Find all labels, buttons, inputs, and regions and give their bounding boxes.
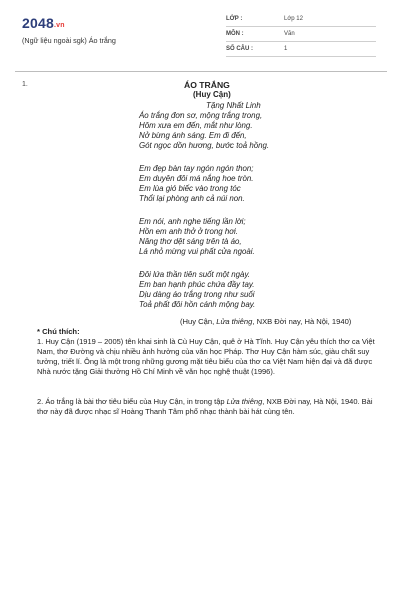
poem-source (180, 317, 351, 326)
note-text: 2. Áo trắng là bài thơ tiêu biểu của Huy Cận, in trong tập (37, 397, 227, 406)
poem-line: Hôm xưa em đến, mắt như lòng. (139, 121, 253, 130)
question-number: 1. (22, 81, 28, 88)
poem-line: Đôi lứa thần tiên suốt một ngày. (139, 270, 250, 279)
poem-line: Em ban hạnh phúc chứa đầy tay. (139, 280, 255, 289)
meta-class-row (226, 14, 376, 27)
poem-line: Nở bừng ánh sáng. Em đi đến, (139, 131, 247, 140)
stanza-3 (139, 217, 255, 257)
lesson-subtitle: (Ngữ liệu ngoài sgk) Áo trắng (22, 36, 116, 45)
poem-line: Em nói, anh nghe tiếng lần lời; (139, 217, 246, 226)
meta-class-value: Lớp 12 (284, 16, 303, 22)
poem-line: Áo trắng đơn sơ, mộng trắng trong, (139, 111, 263, 120)
meta-subject-row (226, 29, 376, 42)
note-1: 1. Huy Cận (1919 – 2005) tên khai sinh là Cù Huy Cận, quê ở Hà Tĩnh. Huy Cận yêu thích thơ ca Việt Nam, thơ Đường và chịu nhiều ảnh hưởng của văn học Pháp. Thơ Huy Cận hàm súc, giàu chất suy tưởng, triết lí. Ông là một trong những gương mặt tiêu biểu của thơ ca Việt Nam hiện đại và đã được Nhà nước tặng Giải thưởng Hồ Chí Minh về văn học nghệ thuật (1996). (37, 337, 375, 376)
poem-author: (Huy Cận) (193, 90, 231, 99)
logo-number: 2048 (22, 15, 54, 31)
poem-line: Toả phất đôi hồn cánh mộng bay. (139, 300, 256, 309)
note-text: , NXB Đời nay, Hà Nội, 1940. Bài thơ này đã được nhạc sĩ Hoàng Thanh Tâm phổ nhạc thành bài hát cùng tên. (37, 397, 373, 416)
source-text: , NXB Đời nay, Hà Nội, 1940) (252, 317, 352, 326)
meta-class-key: LỚP : (226, 16, 243, 22)
poem-dedication: Tặng Nhất Linh (206, 101, 261, 110)
poem-line: Nâng thơ dệt sáng trên tà áo, (139, 237, 242, 246)
poem-line: Em lùa gió biếc vào trong tóc (139, 184, 241, 193)
notes-heading: * Chú thích: (37, 327, 80, 336)
source-text: (Huy Cận, (180, 317, 217, 326)
site-logo[interactable] (22, 15, 65, 31)
meta-subject-key: MÔN : (226, 31, 244, 37)
meta-count-key: SỐ CÂU : (226, 46, 253, 52)
poem-line: Thổi lại phòng anh cả núi non. (139, 194, 245, 203)
meta-count-value: 1 (284, 46, 288, 52)
source-book-title: Lửa thiêng (216, 317, 253, 326)
poem-line: Lá nhỏ mừng vui phất cửa ngoài. (139, 247, 255, 256)
note-2 (37, 397, 383, 417)
stanza-2 (139, 164, 254, 204)
meta-count-row (226, 44, 376, 57)
poem-line: Gót ngọc dồn hương, bước toả hồng. (139, 141, 270, 150)
header-divider (15, 71, 387, 72)
poem-line: Em đẹp bàn tay ngón ngón thon; (139, 164, 254, 173)
note-book-title: Lửa thiêng (226, 397, 263, 406)
meta-subject-value: Văn (284, 31, 295, 37)
page-header (0, 0, 400, 66)
stanza-1 (139, 111, 269, 151)
poem-title: ÁO TRẮNG (184, 80, 230, 90)
logo-domain: .vn (53, 22, 65, 29)
poem-line: Hồn em anh thở ở trong hơi. (139, 227, 238, 236)
stanza-4 (139, 270, 255, 310)
poem-line: Dịu dàng áo trắng trong như suối (139, 290, 255, 299)
poem-line: Em duyên đôi má nắng hoe tròn. (139, 174, 254, 183)
